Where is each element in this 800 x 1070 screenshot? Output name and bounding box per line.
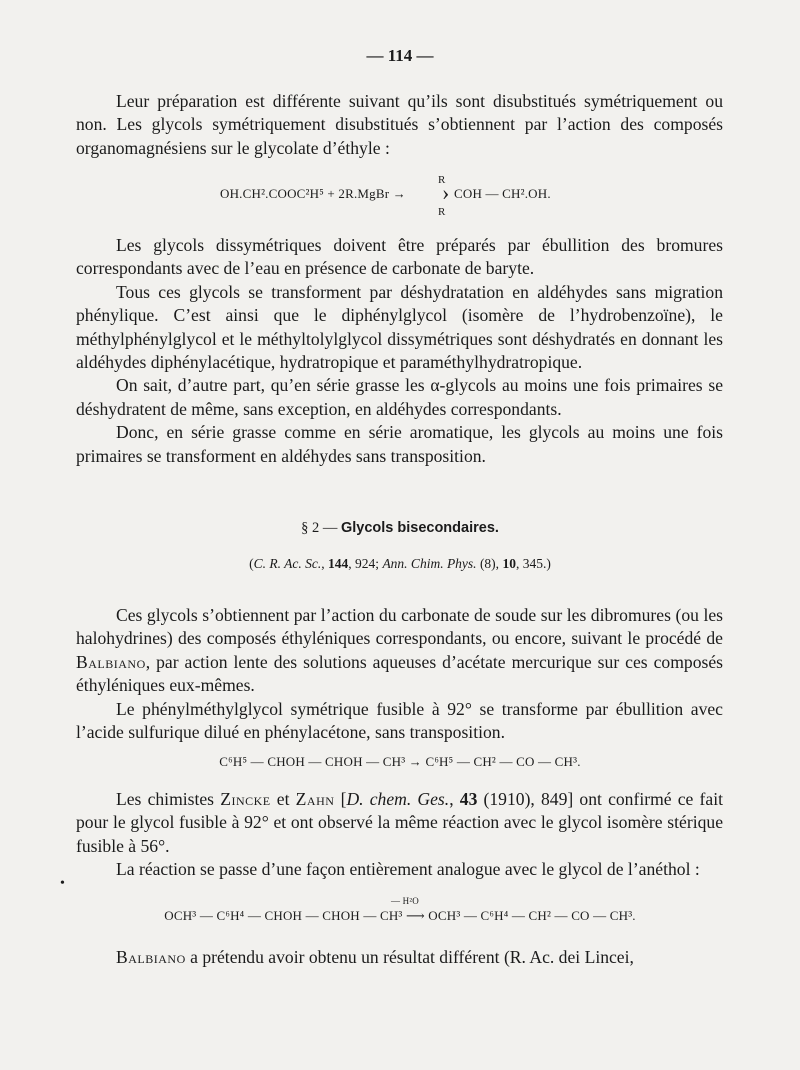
journal-volume: 43: [459, 789, 478, 809]
paragraph-balbiano: [76, 946, 723, 969]
ref-bracket: [: [340, 789, 347, 809]
paragraph-text: Ces glycols s’obtiennent par l’action du carbonate de soude sur les dibromures (ou les halohydrines) des composés éthyléniques correspondants, ou encore, suivant le procédé de: [76, 605, 723, 649]
paragraph-dehydration: Tous ces glycols se transforment par déshydratation en aldéhydes sans migration phénylique. C’est ainsi que le diphénylglycol (isomère de l’hydrobenzoïne), le méthylphénylglycol et le méthyltolylglycol dissymétriques sont déshydratés en donnant les aldéhydes diphénylacétique, hydratropique et paraméthylhydratropique.: [76, 281, 723, 373]
author-name: Balbiano: [76, 651, 146, 672]
section-title: Glycols bisecondaires.: [340, 520, 499, 536]
formula-r-bottom: R: [438, 206, 446, 218]
paragraph-group-1: [76, 234, 723, 468]
formula-r-top: R: [438, 174, 446, 186]
author-name-zincke: Zincke: [220, 789, 271, 809]
author-name: Balbiano: [116, 947, 186, 967]
ref-page-ann: , 345.): [515, 556, 551, 571]
paragraph-text: Les chimistes: [116, 789, 215, 809]
ref-open: (: [249, 556, 254, 571]
paragraph-intro: [76, 90, 723, 160]
conjunction: et: [276, 789, 290, 809]
bracket-symbol: ›: [442, 180, 450, 205]
ref-series-ann: (8),: [476, 556, 503, 571]
paragraph-text-end: a prétendu avoir obtenu un résultat différent (R. Ac. dei Lincei,: [185, 947, 634, 967]
paragraph-phenylmethyl: Le phénylméthylglycol symétrique fusible à 92° se transforme par ébullition avec l’acide sulfurique dilué en phénylacétone, sans transposition.: [76, 698, 723, 743]
formula-rhs: COH — CH².OH.: [454, 186, 551, 201]
paragraph-preparation: [76, 604, 723, 698]
paragraph-text: Leur préparation est différente suivant qu’ils sont disubstitués symétriquement ou non. Les glycols symétriquement disubstitués s’obtiennent par l’action des composés organomagnésiens sur le glycolate d’éthyle :: [76, 91, 723, 158]
paragraph-conclusion: Donc, en série grasse comme en série aromatique, les glycols au moins une fois primaires se transforment en aldéhydes sans transposition.: [76, 422, 723, 466]
formula-over-label: — H²O: [391, 896, 419, 906]
page-number: — 114 —: [366, 46, 434, 65]
formula-phenylacetone: C⁶H⁵ — CHOH — CHOH — CH³ → C⁶H⁵ — CH² — CO — CH³.: [219, 754, 581, 769]
formula-lhs: OH.CH².COOC²H⁵ + 2R.MgBr →: [220, 186, 406, 201]
ref-volume-ann: 10: [502, 556, 516, 571]
paragraph-anethol: La réaction se passe d’une façon entièrement analogue avec le glycol de l’anéthol :: [116, 859, 700, 880]
ref-journal-cr: C. R. Ac. Sc.: [253, 556, 322, 571]
paragraph-text: [76, 946, 723, 969]
paragraph-group-3: [76, 788, 723, 882]
formula-anethol: [0, 896, 800, 924]
section-dash: —: [322, 520, 338, 536]
ref-volume-cr: 144: [328, 556, 349, 571]
paragraph-group-2: [76, 604, 723, 744]
paragraph-serie-grasse: On sait, d’autre part, qu’en série grasse les α-glycols au moins une fois primaires se déshydratent de même, sans exception, en aldéhydes correspondants.: [76, 375, 723, 419]
paragraph-text-end: (1910), 849] ont confirmé ce fait pour le glycol fusible à 92° et ont observé la même réaction avec le glycol isomère stérique fusible à 56°.: [76, 789, 723, 856]
ref-journal-ann: Ann. Chim. Phys.: [382, 556, 477, 571]
paragraph-zincke-zahn: Les chimistes Zincke et Zahn [D. chem. Ges., 43 (1910), 849] ont confirmé ce fait pour le glycol fusible à 92° et ont observé la même réaction avec le glycol isomère stérique fusible à 56°.: [76, 789, 723, 856]
margin-dot: •: [60, 876, 65, 891]
journal-name: D. chem. Ges.: [346, 789, 450, 809]
paragraph-dissymetric: Les glycols dissymétriques doivent être préparés par ébullition des bromures correspondants avec de l’eau en présence de carbonate de baryte.: [76, 235, 723, 279]
ref-page-cr: , 924;: [348, 556, 383, 571]
formula-text: OCH³ — C⁶H⁴ — CHOH — CHOH — CH³ ⟶ OCH³ — C⁶H⁴ — CH² — CO — CH³.: [164, 908, 636, 923]
author-name-zahn: Zahn: [295, 789, 335, 809]
paragraph-text-end: , par action lente des solutions aqueuses d’acétate mercurique sur ces composés éthyléniques eux-mêmes.: [76, 651, 723, 696]
section-reference: (C. R. Ac. Sc., 144, 924; Ann. Chim. Phys. (8), 10, 345.): [249, 556, 551, 571]
section-number: § 2: [301, 520, 320, 536]
section-heading: [0, 520, 800, 537]
